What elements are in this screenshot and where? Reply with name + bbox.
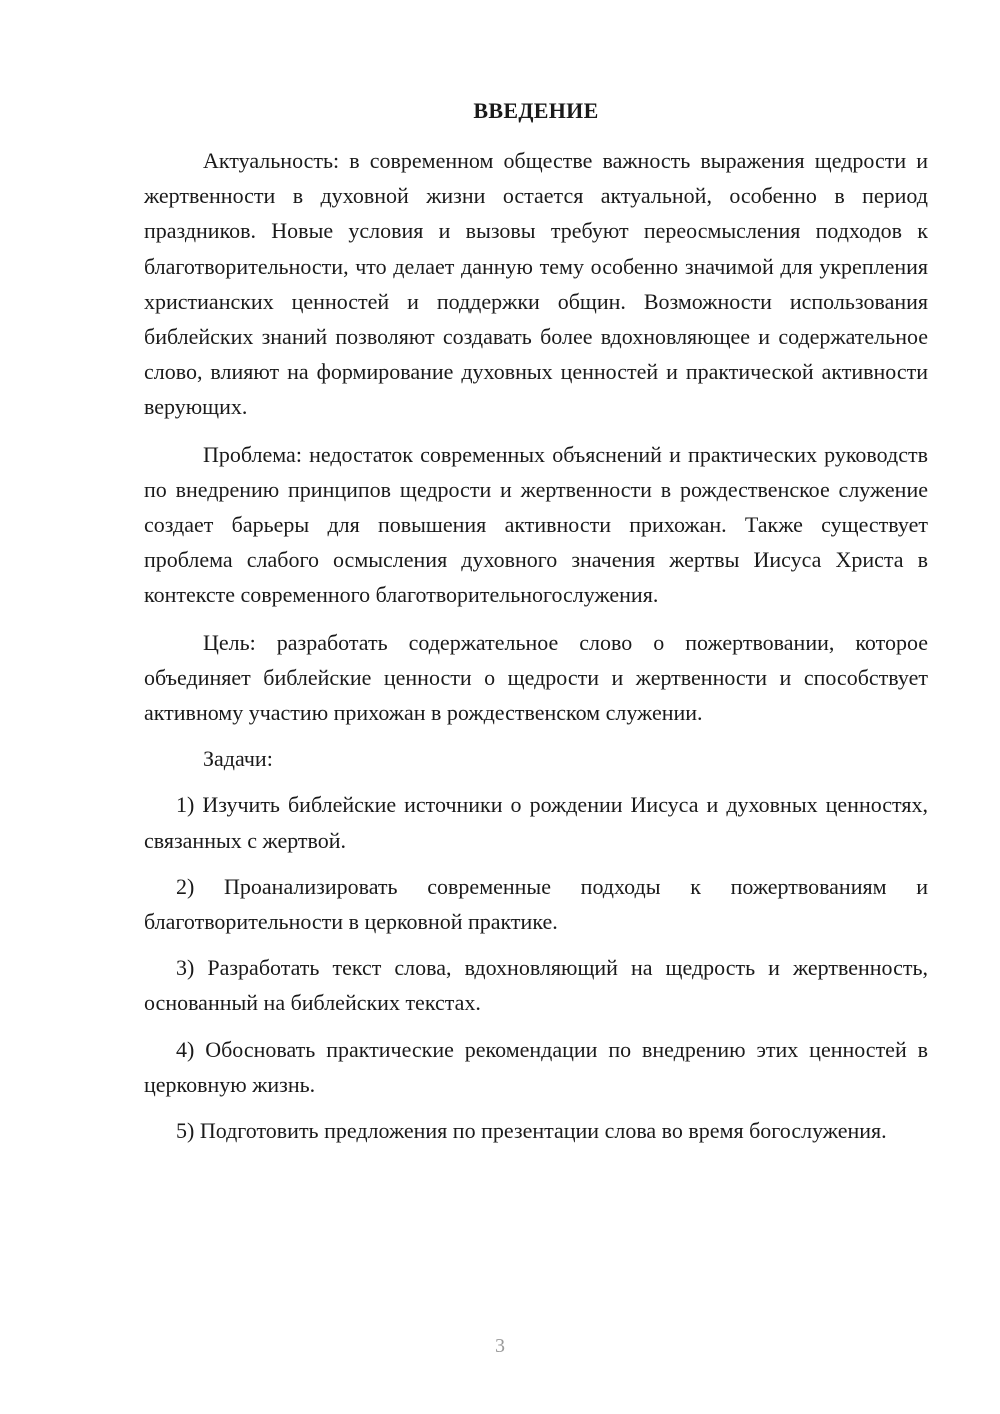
paragraph-goal: Цель: разработать содержательное слово о пожертвовании, которое объединяет библейские ценности о щедрости и жертвенности и способствует активному участию прихожан в рождественском служении.	[144, 629, 928, 726]
tasks-heading: Задачи:	[203, 746, 273, 772]
task-item-1: 1) Изучить библейские источники о рождении Иисуса и духовных ценностях, связанных с жертвой.	[144, 792, 928, 853]
task-item-3: 3) Разработать текст слова, вдохновляющий на щедрость и жертвенность, основанный на библейских текстах.	[144, 955, 928, 1016]
task-item-4: 4) Обосновать практические рекомендации по внедрению этих ценностей в церковную жизнь.	[144, 1036, 928, 1097]
paragraph-problem: Проблема: недостаток современных объяснений и практических руководств по внедрению принципов щедрости и жертвенности в рождественское служение создает барьеры для повышения активности прихожан. Также существует проблема слабого осмысления духовного значения жертвы Иисуса Христа в контексте современного благотворительногослужения.	[144, 441, 928, 608]
page-number: 3	[495, 1335, 505, 1357]
paragraph-relevance: Актуальность: в современном обществе важность выражения щедрости и жертвенности в духовной жизни остается актуальной, особенно в период праздников. Новые условия и вызовы требуют переосмысления подходов к благотворительности, что делает данную тему особенно значимой для укрепления христианских ценностей и поддержки общин. Возможности использования библейских знаний позволяют создавать более вдохновляющее и содержательное слово, влияют на формирование духовных ценностей и практической активности верующих.	[144, 148, 928, 420]
body-text	[144, 143, 928, 1148]
task-item-2: 2) Проанализировать современные подходы к пожертвованиям и благотворительности в церковной практике.	[144, 873, 928, 935]
task-item-5: 5) Подготовить предложения по презентации слова во время богослужения.	[176, 1118, 887, 1144]
page-title: ВВЕДЕНИЕ	[473, 98, 599, 123]
